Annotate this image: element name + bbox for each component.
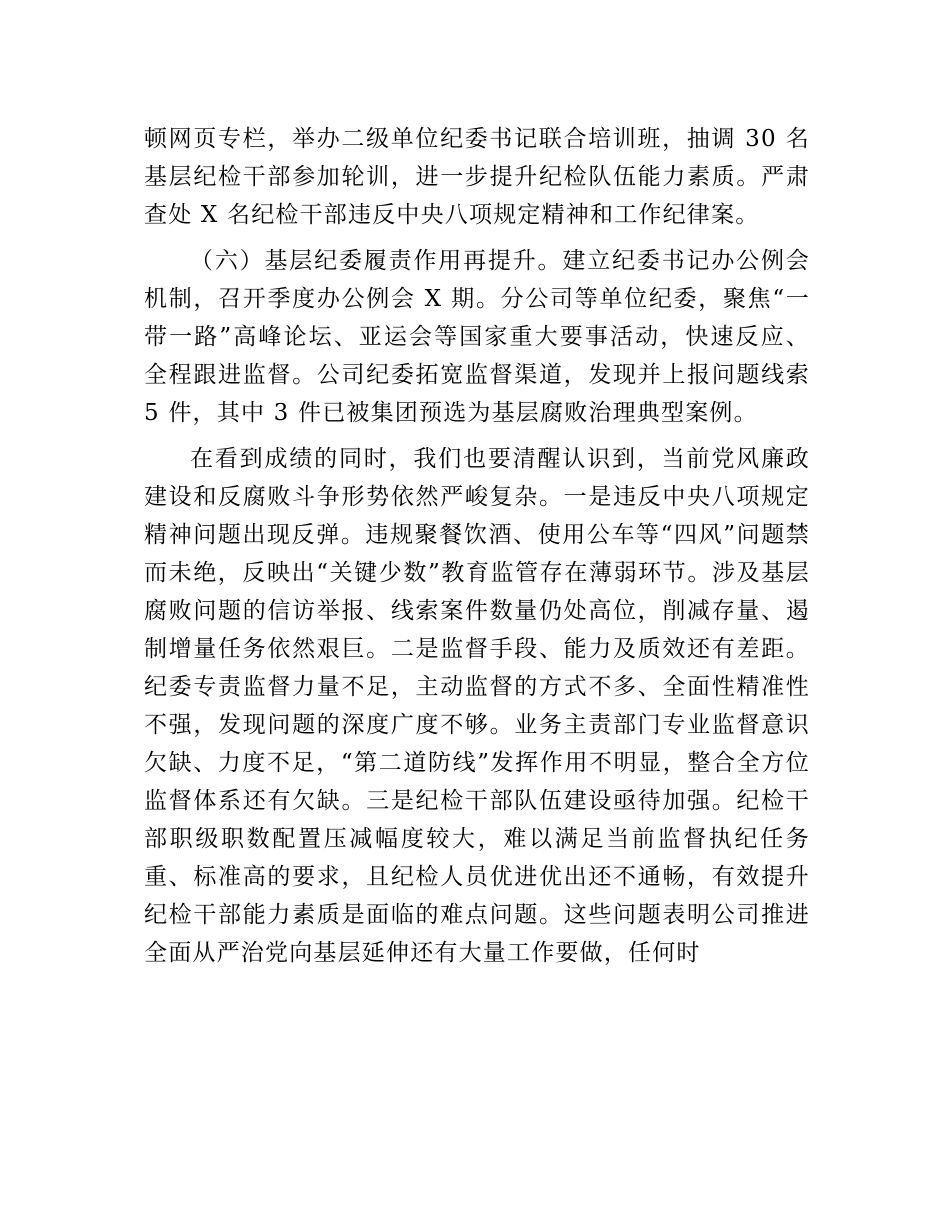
paragraph-section-six: （六）基层纪委履责作用再提升。建立纪委书记办公例会机制，召开季度办公例会 X 期。分公司等单位纪委，聚焦“一带一路”高峰论坛、亚运会等国家重大要事活动，快速反应、全程跟进监督。公司纪委拓宽监督渠道，发现并上报问题线索 5 件，其中 3 件已被集团预选为基层腐败治理典型案例。 (144, 248, 810, 426)
paragraph-training-continuation: 顿网页专栏，举办二级单位纪委书记联合培训班，抽调 30 名基层纪检干部参加轮训，进一步提升纪检队伍能力素质。严肃查处 X 名纪检干部违反中央八项规定精神和工作纪律案。 (144, 126, 810, 228)
document-body (144, 120, 810, 972)
paragraph-problems: 在看到成绩的同时，我们也要清醒认识到，当前党风廉政建设和反腐败斗争形势依然严峻复杂。一是违反中央八项规定精神问题出现反弹。违规聚餐饮酒、使用公车等“四风”问题禁而未绝，反映出“关键少数”教育监管存在薄弱环节。涉及基层腐败问题的信访举报、线索案件数量仍处高位，削减存量、遏制增量任务依然艰巨。二是监督手段、能力及质效还有差距。纪委专责监督力量不足，主动监督的方式不多、全面性精准性不强，发现问题的深度广度不够。业务主责部门专业监督意识欠缺、力度不足，“第二道防线”发挥作用不明显，整合全方位监督体系还有欠缺。三是纪检干部队伍建设亟待加强。纪检干部职级职数配置压减幅度较大，难以满足当前监督执纪任务重、标准高的要求，且纪检人员优进优出还不通畅，有效提升纪检干部能力素质是面临的难点问题。这些问题表明公司推进全面从严治党向基层延伸还有大量工作要做，任何时 (144, 446, 810, 966)
